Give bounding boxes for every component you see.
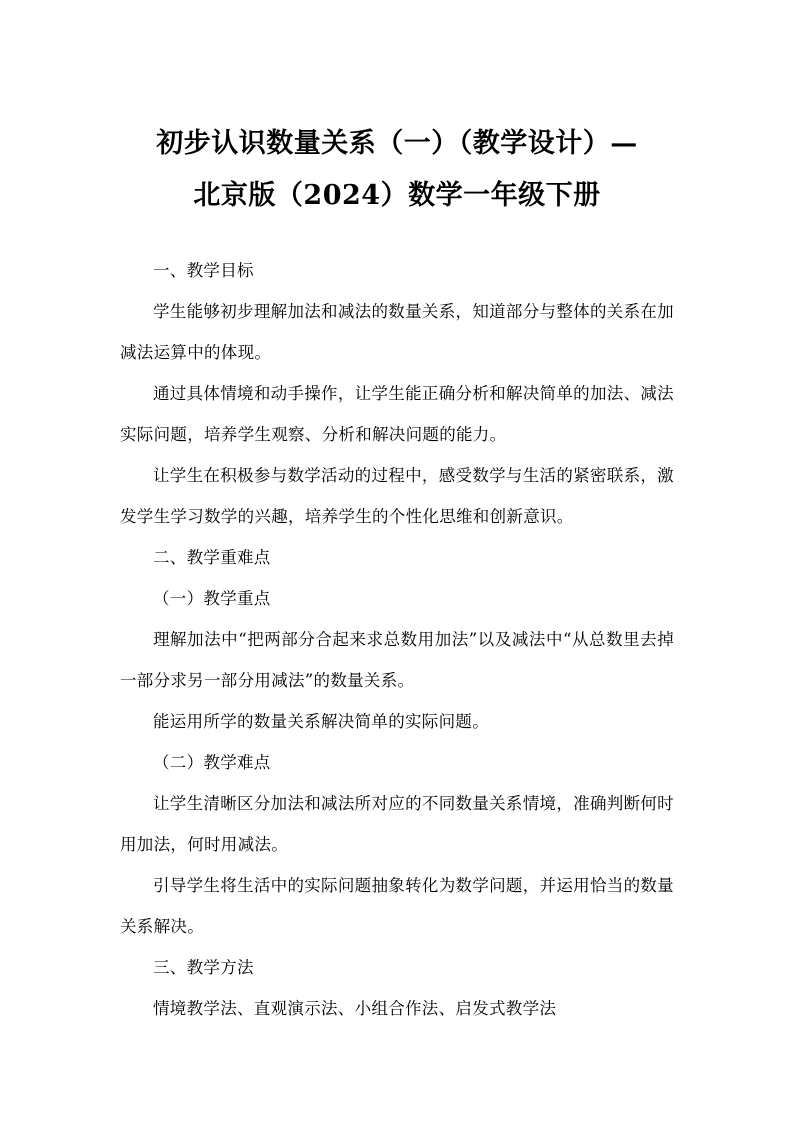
section-heading: 二、教学重难点 bbox=[153, 548, 271, 567]
paragraph: 让学生清晰区分加法和减法所对应的不同数量关系情境，准确判断何时用加法，何时用减法。 bbox=[120, 794, 674, 854]
document-title-line-1: 初步认识数量关系（一）（教学设计）— bbox=[156, 128, 638, 159]
paragraph: 通过具体情境和动手操作，让学生能正确分析和解决简单的加法、减法实际问题，培养学生观察、分析和解决问题的能力。 bbox=[120, 384, 674, 444]
document-title-line-2: 北京版（2024）数学一年级下册 bbox=[193, 180, 601, 211]
section-heading: 三、教学方法 bbox=[153, 958, 254, 977]
paragraph: 学生能够初步理解加法和减法的数量关系，知道部分与整体的关系在加减法运算中的体现。 bbox=[120, 302, 674, 362]
subsection-heading: （二）教学难点 bbox=[153, 753, 271, 772]
document-body bbox=[120, 250, 674, 1029]
paragraph: 让学生在积极参与数学活动的过程中，感受数学与生活的紧密联系，激发学生学习数学的兴趣，培养学生的个性化思维和创新意识。 bbox=[120, 466, 674, 526]
paragraph: 情境教学法、直观演示法、小组合作法、启发式教学法 bbox=[153, 999, 557, 1018]
subsection-heading: （一）教学重点 bbox=[153, 589, 271, 608]
paragraph: 理解加法中“把两部分合起来求总数用加法”以及减法中“从总数里去掉一部分求另一部分用减法”的数量关系。 bbox=[120, 630, 674, 690]
paragraph: 引导学生将生活中的实际问题抽象转化为数学问题，并运用恰当的数量关系解决。 bbox=[120, 876, 674, 936]
section-heading: 一、教学目标 bbox=[153, 261, 254, 280]
paragraph: 能运用所学的数量关系解决简单的实际问题。 bbox=[153, 712, 489, 731]
